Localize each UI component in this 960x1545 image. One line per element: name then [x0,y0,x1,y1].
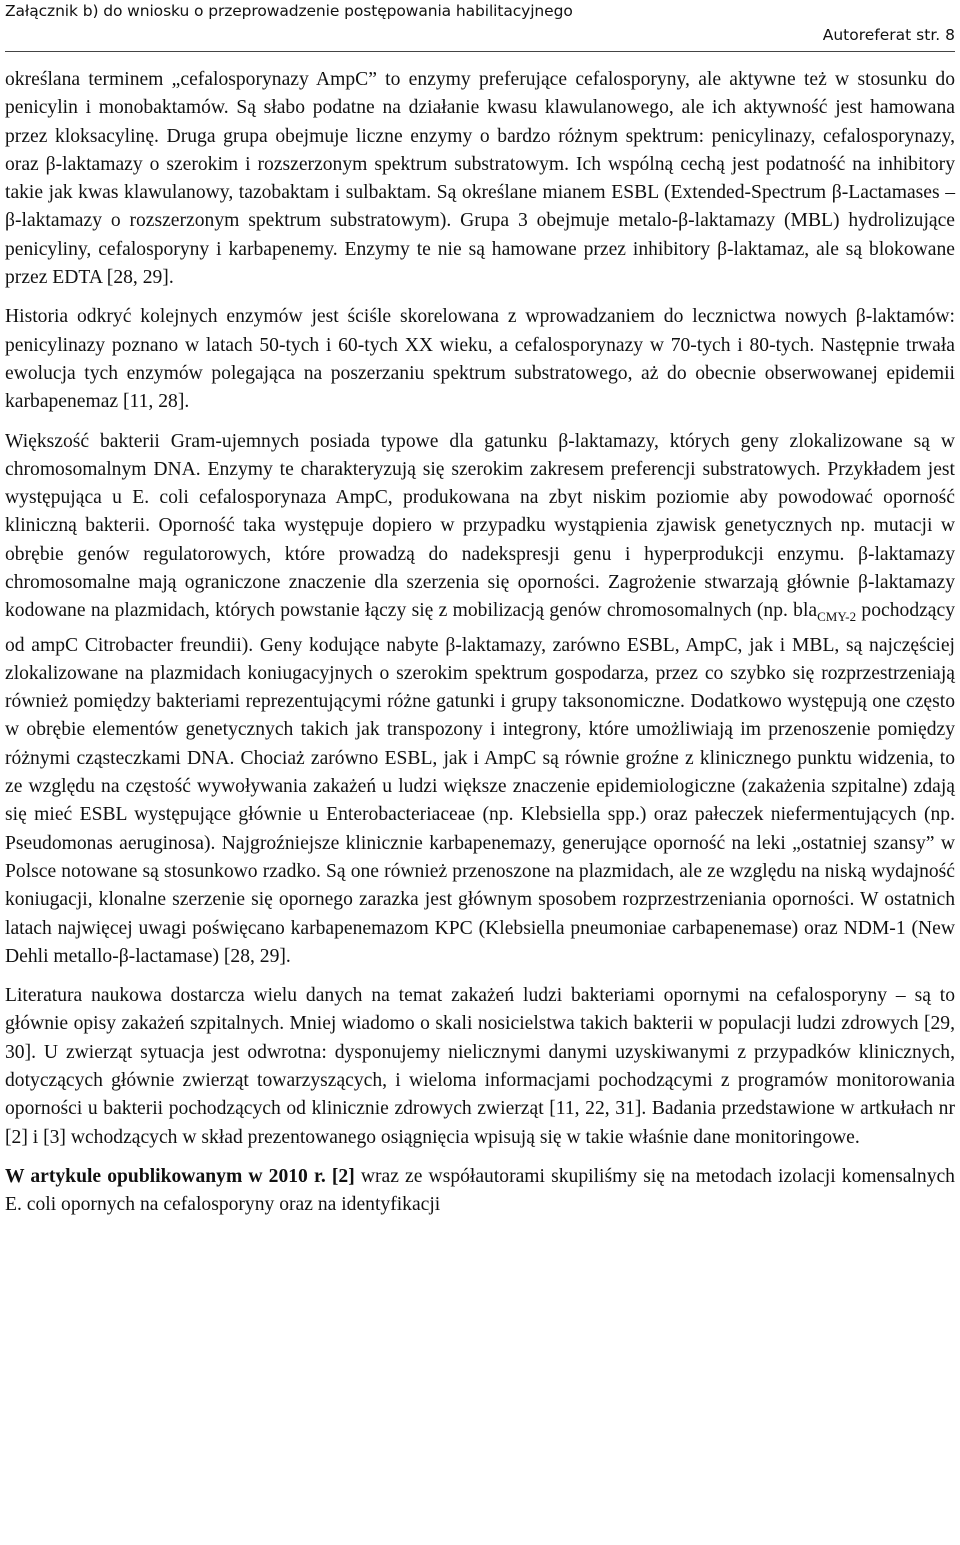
paragraph-5-bold-lead: W artykule opublikowanym w 2010 r. [2] [5,1165,355,1187]
paragraph-3 [5,428,955,972]
page-header [5,2,955,54]
header-divider [5,51,955,52]
paragraph-3-part-2: pochodzący od ampC Citrobacter freundii). Geny kodujące nabyte β-laktamazy, zarówno ESBL, AmpC, jak i MBL, są najczęściej zlokalizowane na plazmidach koniugacyjnych o szerokim spektrum gospodarza, przez co szybko się rozprzestrzeniają również pomiędzy bakteriami reprezentującymi różne gatunki i grupy taksonomiczne. Dodatkowo występują one często w obrębie elementów genetycznych takich jak transpozony i integrony, które umożliwiają im przenoszenie pomiędzy różnymi cząsteczkami DNA. Chociaż zarówno ESBL, jak i AmpC są równie groźne z klinicznego punktu widzenia, to ze względu na częstość wywoływania zakażeń u ludzi większe znaczenie epidemiologiczne (zakażenia szpitalne) zdają się mieć ESBL występujące głównie u Enterobacteriaceae (np. Klebsiella spp.) oraz pałeczek niefermentujących (np. Pseudomonas aeruginosa). Najgroźniejsze klinicznie karbapenemazy, generujące oporność na leki „ostatniej szansy” w Polsce notowane są stosunkowo rzadko. Są one również przenoszone na plazmidach, ale ze względu na niską wydajność koniugacji, klonalne szerzenie się opornego zarazka jest głównym sposobem rozprzestrzeniania oporności. W ostatnich latach najwięcej uwagi poświęcano karbapenemazom KPC (Klebsiella pneumoniae carbapenemase) oraz NDM-1 (New Dehli metallo-β-lactamase) [28, 29]. [5,600,955,967]
paragraph-4: Literatura naukowa dostarcza wielu danych na temat zakażeń ludzi bakteriami opornymi na cefalosporyny – są to głównie opisy zakażeń szpitalnych. Mniej wiadomo o skali nosicielstwa takich bakterii w populacji ludzi zdrowych [29, 30]. U zwierząt sytuacja jest odwrotna: dysponujemy nielicznymi danymi uzyskiwanymi z przypadków klinicznych, dotyczących głównie zwierząt towarzyszących, i wieloma informacjami pochodzącymi z programów monitorowania oporności u bakterii pochodzących od klinicznie zdrowych zwierząt [11, 22, 31]. Badania przedstawione w artkułach nr [2] i [3] wchodzących w skład prezentowanego osiągnięcia wpisują się w takie właśnie dane monitoringowe. [5,985,955,1148]
gene-subscript: CMY-2 [817,609,857,625]
paragraph-5 [5,1163,955,1220]
header-title: Załącznik b) do wniosku o przeprowadzenie postępowania habilitacyjnego [5,2,573,20]
paragraph-3-part-1: Większość bakterii Gram-ujemnych posiada typowe dla gatunku β-laktamazy, których geny zlokalizowane są w chromosomalnym DNA. Enzymy te charakteryzują się szerokim zakresem preferencji substratowych. Przykładem jest występująca u E. coli cefalosporynaza AmpC, produkowana na zbyt niskim poziomie aby powodować oporność kliniczną bakterii. Oporność taka występuje dopiero w przypadku wystąpienia zjawisk genetycznych np. mutacji w obrębie genów regulatorowych, które prowadzą do nadekspresji genu i hyperprodukcji enzymu. β-laktamazy chromosomalne mają ograniczone znaczenie dla szerzenia się oporności. Zagrożenie stwarzają głównie β-laktamazy kodowane na plazmidach, których powstanie łączy się z mobilizacją genów chromosomalnych (np. bla [5,430,955,622]
paragraph-1: określana terminem „cefalosporynazy AmpC” to enzymy preferujące cefalosporyny, ale aktywne też w stosunku do penicylin i monobaktamów. Są słabo podatne na działanie kwasu klawulanowego, ale ich aktywność jest hamowana przez kloksacylinę. Druga grupa obejmuje liczne enzymy o bardzo różnym spektrum: penicylinazy, cefalosporynazy, oraz β-laktamazy o szerokim i rozszerzonym spektrum substratowym. Ich wspólną cechą jest podatność na inhibitory takie jak kwas klawulanowy, tazobaktam i sulbaktam. Są określane mianem ESBL (Extended-Spectrum β-Lactamases – β-laktamazy o rozszerzonym spektrum substratowym). Grupa 3 obejmuje metalo-β-laktamazy (MBL) hydrolizujące penicyliny, cefalosporyny i karbapenemy. Enzymy te nie są hamowane przez inhibitory β-laktamaz, ale są blokowane przez EDTA [28, 29]. [5,69,955,289]
header-page-number: Autoreferat str. 8 [822,26,955,44]
document-body [5,66,955,1219]
paragraph-5-rest: wraz ze współautorami skupiliśmy się na metodach izolacji komensalnych E. coli opornych na cefalosporyny oraz na identyfikacji [5,1165,955,1216]
paragraph-2: Historia odkryć kolejnych enzymów jest ściśle skorelowana z wprowadzaniem do lecznictwa nowych β-laktamów: penicylinazy poznano w latach 50-tych i 60-tych XX wieku, a cefalosporynazy w 70-tych i 80-tych. Następnie trwała ewolucja tych enzymów polegająca na poszerzaniu spektrum substratowego, aż do obecnie obserwowanej epidemii karbapenemaz [11, 28]. [5,306,955,413]
